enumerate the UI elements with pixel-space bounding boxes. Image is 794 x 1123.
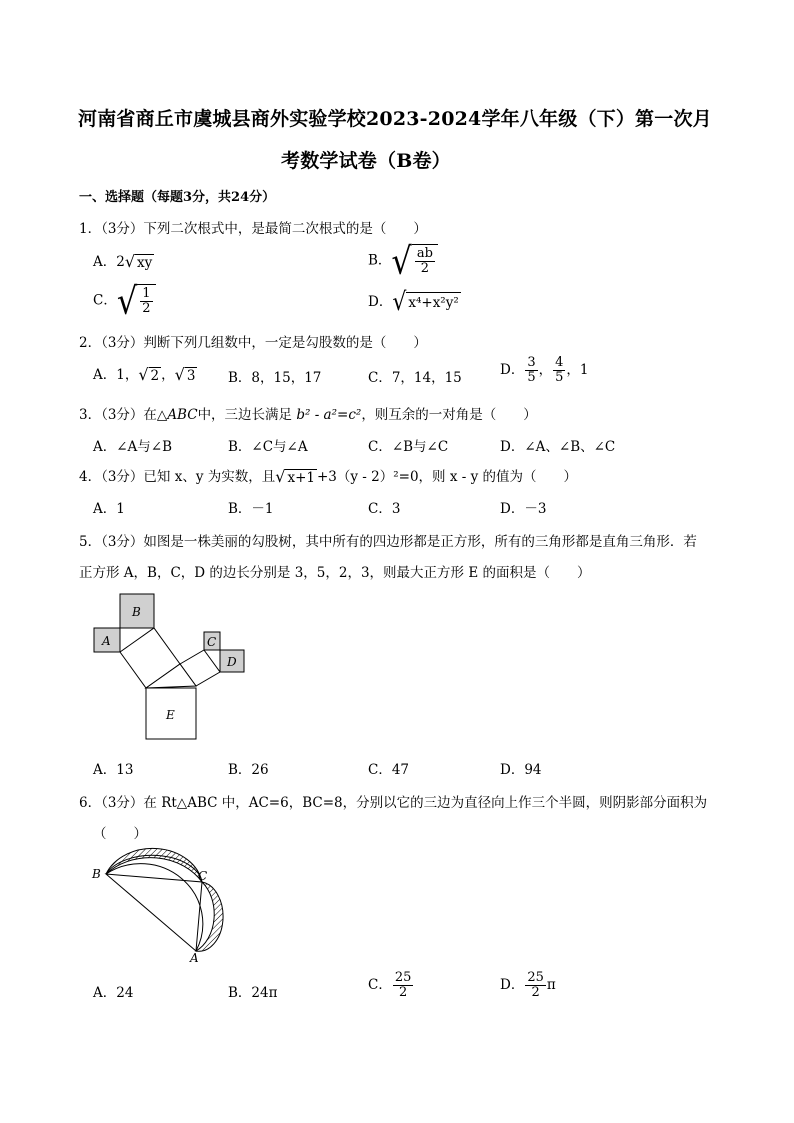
sqrt-sign: √ x+1 [275,467,315,486]
q2-option-c: C．7，14，15 [368,370,462,386]
q3-stem-eq: b² - a²=c² [296,407,362,423]
q3-stem [79,403,537,423]
q4-stem-pre: 4．（3分）已知 x、y 为实数，且 [79,469,276,485]
label-c: C [207,635,217,649]
q4-stem-post: +3（y - 2）²=0，则 x - y 的值为（ ） [316,469,578,485]
q1-option-d [368,287,461,317]
q6-d-label: D． [500,977,525,993]
q1-stem: 1．（3分）下列二次根式中，是最简二次根式的是（ ） [79,221,427,237]
q2-d-n2: 4 [555,355,564,370]
q1-c-den: 2 [142,301,151,316]
q6-option-c [368,971,414,1000]
sqrt-sign: √ xy [124,252,153,271]
q1-option-b [368,239,438,283]
label-c: C [198,869,208,883]
sqrt-sign: √ 2 [138,365,160,384]
q4-option-a: A．1 [93,501,125,517]
q3-option-d: D．∠A、∠B、∠C [500,439,616,455]
section-heading: 一、选择题（每题3分，共24分） [79,190,276,205]
q4-option-d: D．－3 [500,501,547,517]
q5-stem-line1: 5．（3分）如图是一株美丽的勾股树，其中所有的四边形都是正方形，所有的三角形都是直角三角形．若 [79,534,697,550]
q3-option-c: C．∠B与∠C [368,439,449,455]
q3-option-a: A．∠A与∠B [93,439,173,455]
triangle-abc [106,874,202,951]
q3-option-b: B．∠C与∠A [228,439,308,455]
label-a: A [102,634,111,648]
q6-c-den: 2 [398,985,408,1000]
page-title-line1: 河南省商丘市虞城县商外实验学校2023-2024学年八年级（下）第一次月 [78,108,712,130]
label-e: E [166,708,175,722]
q2-d-sep: ， [538,362,553,378]
q4-stem [79,465,577,486]
label-b: B [132,605,141,619]
page-title-line2: 考数学试卷（B卷） [281,150,451,172]
q6-option-a: A．24 [93,985,134,1001]
q6-stem-line2: （ ） [93,826,147,842]
q2-a-mid: ， [161,367,175,383]
q6-d-num: 25 [527,970,544,985]
label-a: A [190,951,199,964]
label-b: B [92,867,101,881]
q2-a-pre: A．1， [93,367,139,383]
q6-c-label: C． [368,977,392,993]
sqrt-sign: √ $\frac{ab}{2}$ [391,244,437,278]
q6-stem-line1: 6．（3分）在 Rt△ABC 中，AC=6，BC=8，分别以它的三边为直径向上作三个半圆，则阴影部分面积为 [79,795,708,811]
q6-d-post: π [546,977,556,993]
q4-option-c: C．3 [368,501,401,517]
q1-c-label: C． [93,292,117,309]
q1-d-radicand: x⁴+x²y² [406,292,460,314]
q5-option-d: D．94 [500,762,542,778]
sqrt-sign: √ 3 [174,365,196,384]
q5-option-b: B．26 [228,762,269,778]
q5-option-c: C．47 [368,762,410,778]
q5-stem-line2: 正方形 A，B，C，D 的边长分别是 3，5，2，3，则最大正方形 E 的面积是（ ） [79,565,591,581]
q4-option-b: B．－1 [228,501,274,517]
q2-d-d2: 5 [555,370,564,385]
q3-stem-abc: ABC [167,407,198,423]
q3-stem-post: ，则互余的一对角是（ ） [361,407,537,423]
q2-option-b: B．8，15，17 [228,370,322,386]
q1-a-label: A．2 [93,254,125,270]
sqrt-sign: √ x⁴+x²y² [392,287,459,317]
q5-option-a: A．13 [93,762,134,778]
q1-c-num: 1 [142,286,151,301]
semicircle-ab [106,864,203,951]
q1-option-c [93,279,156,323]
q1-b-num: ab [416,246,433,261]
q2-d-label: D． [500,362,525,378]
q1-b-label: B． [368,252,392,269]
q4-stem-rad: x+1 [287,470,315,486]
q6-option-d [500,971,556,1000]
q2-stem: 2．（3分）判断下列几组数中，一定是勾股数的是（ ） [79,335,427,351]
q6-option-b: B．24π [228,985,278,1001]
q2-a-r1: 2 [150,368,160,384]
q1-option-a [93,250,154,271]
q2-d-n1: 3 [527,355,536,370]
q6-d-den: 2 [531,985,540,1000]
q5-pythagoras-tree-figure [88,588,253,746]
q2-option-d [500,356,588,385]
q6-c-num: 25 [394,970,412,985]
q2-d-d1: 5 [527,370,536,385]
q6-semicircles-figure [88,844,238,964]
q1-d-label: D． [368,294,393,310]
sqrt-sign: √ $\frac{1}{2}$ [117,284,156,318]
q2-option-a [93,363,197,384]
q1-b-den: 2 [420,261,429,276]
q2-d-post: ，1 [566,362,589,378]
q3-stem-pre: 3．（3分）在△ [79,407,168,423]
q2-a-r2: 3 [186,368,196,384]
q3-stem-mid: 中，三边长满足 [197,407,297,423]
label-d: D [227,655,237,669]
q1-a-radicand: xy [137,255,153,271]
